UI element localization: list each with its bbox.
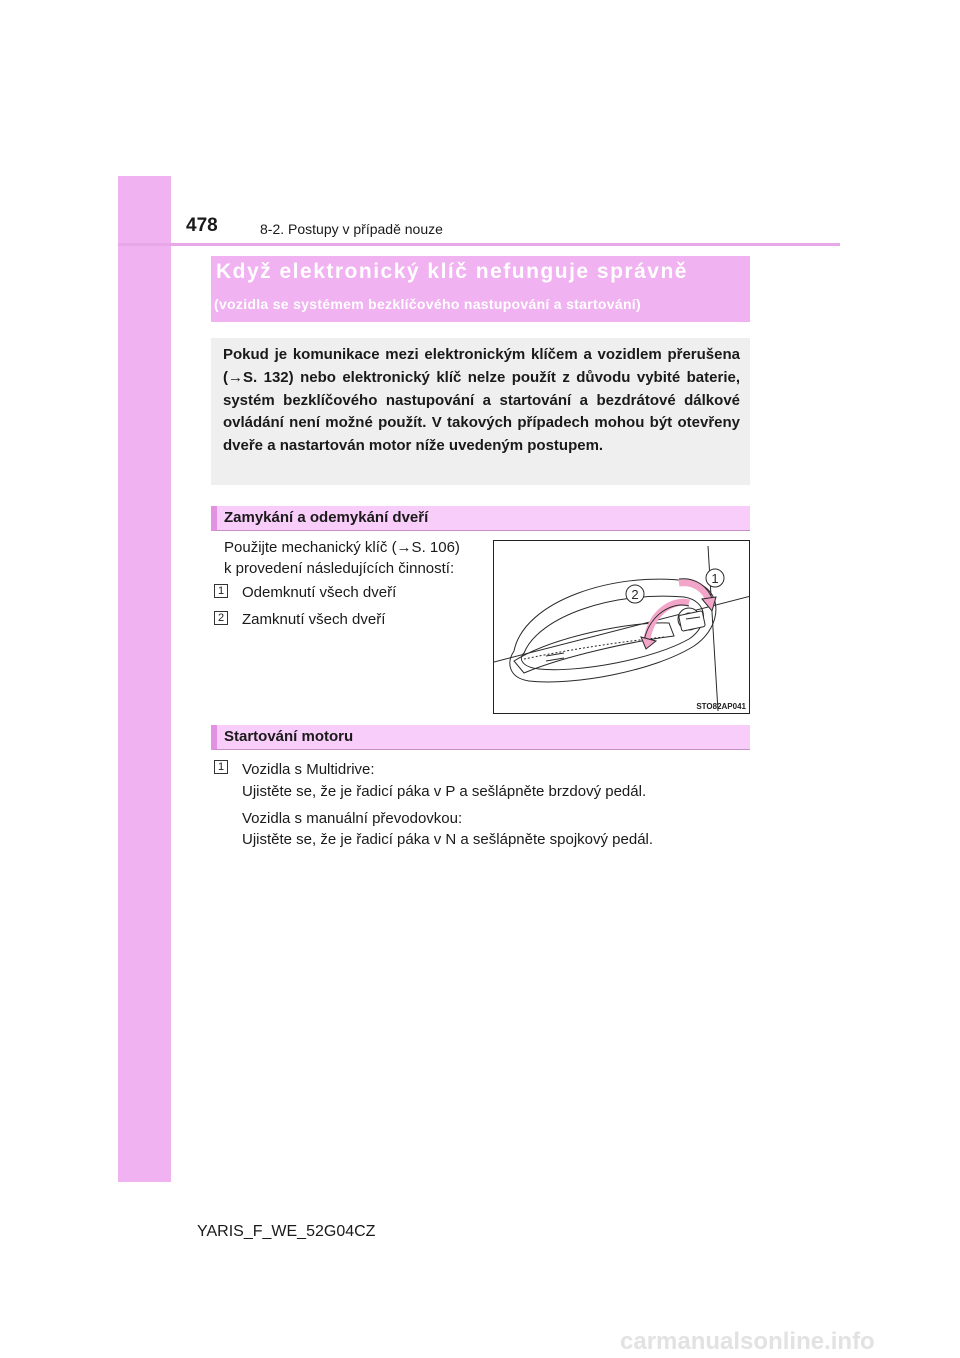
engine-step-line1: Vozidla s Multidrive:	[242, 761, 375, 778]
unlock-all-doors-text: Odemknutí všech dveří	[242, 584, 397, 601]
step-number-2: 2	[214, 611, 228, 625]
side-tab-bar	[118, 176, 171, 1182]
engine-step-line2: Ujistěte se, že je řadicí páka v P a sešlápněte brzdový pedál.	[242, 783, 647, 800]
page-title: Když elektronický klíč nefunguje správně	[216, 260, 688, 283]
section-heading-engine-label: Startování motoru	[224, 728, 354, 745]
callout-label-1: 1	[711, 571, 719, 586]
door-handle-illustration	[494, 541, 750, 714]
callout-label-2: 2	[631, 587, 639, 602]
engine-step-number-1: 1	[214, 760, 228, 774]
doors-text-line1: Použijte mechanický klíč (→S. 106)	[224, 539, 460, 556]
header-divider	[118, 243, 840, 246]
intro-box	[211, 338, 750, 485]
intro-text: Pokud je komunikace mezi elektronickým klíčem a vozidlem přerušena (→S. 132) nebo elektronický klíč nelze použít z důvodu vybité baterie, systém bezklíčového nastupování a startování a bezdrátové dálkové ovládání není možné použít. V takových případech mohou být otevřeny dveře a nastartován motor níže uvedeným postupem.	[223, 346, 740, 455]
section-heading-doors	[211, 506, 750, 531]
chapter-title: 8-2. Postupy v případě nouze	[260, 221, 443, 237]
figure-code: STO82AP041	[696, 702, 746, 711]
section-heading-engine	[211, 725, 750, 750]
lock-all-doors-text: Zamknutí všech dveří	[242, 611, 386, 628]
step-number-1: 1	[214, 584, 228, 598]
watermark: carmanualsonline.info	[620, 1328, 875, 1355]
section-heading-doors-label: Zamykání a odemykání dveří	[224, 509, 429, 526]
door-handle-figure	[493, 540, 750, 714]
footer-code: YARIS_F_WE_52G04CZ	[197, 1223, 376, 1240]
page-subtitle: (vozidla se systémem bezklíčového nastupování a startování)	[214, 296, 641, 312]
page-number: 478	[186, 215, 218, 236]
engine-step-line4: Ujistěte se, že je řadicí páka v N a sešlápněte spojkový pedál.	[242, 831, 654, 848]
engine-step-line3: Vozidla s manuální převodovkou:	[242, 810, 463, 827]
doors-text-line2: k provedení následujících činností:	[224, 560, 455, 577]
